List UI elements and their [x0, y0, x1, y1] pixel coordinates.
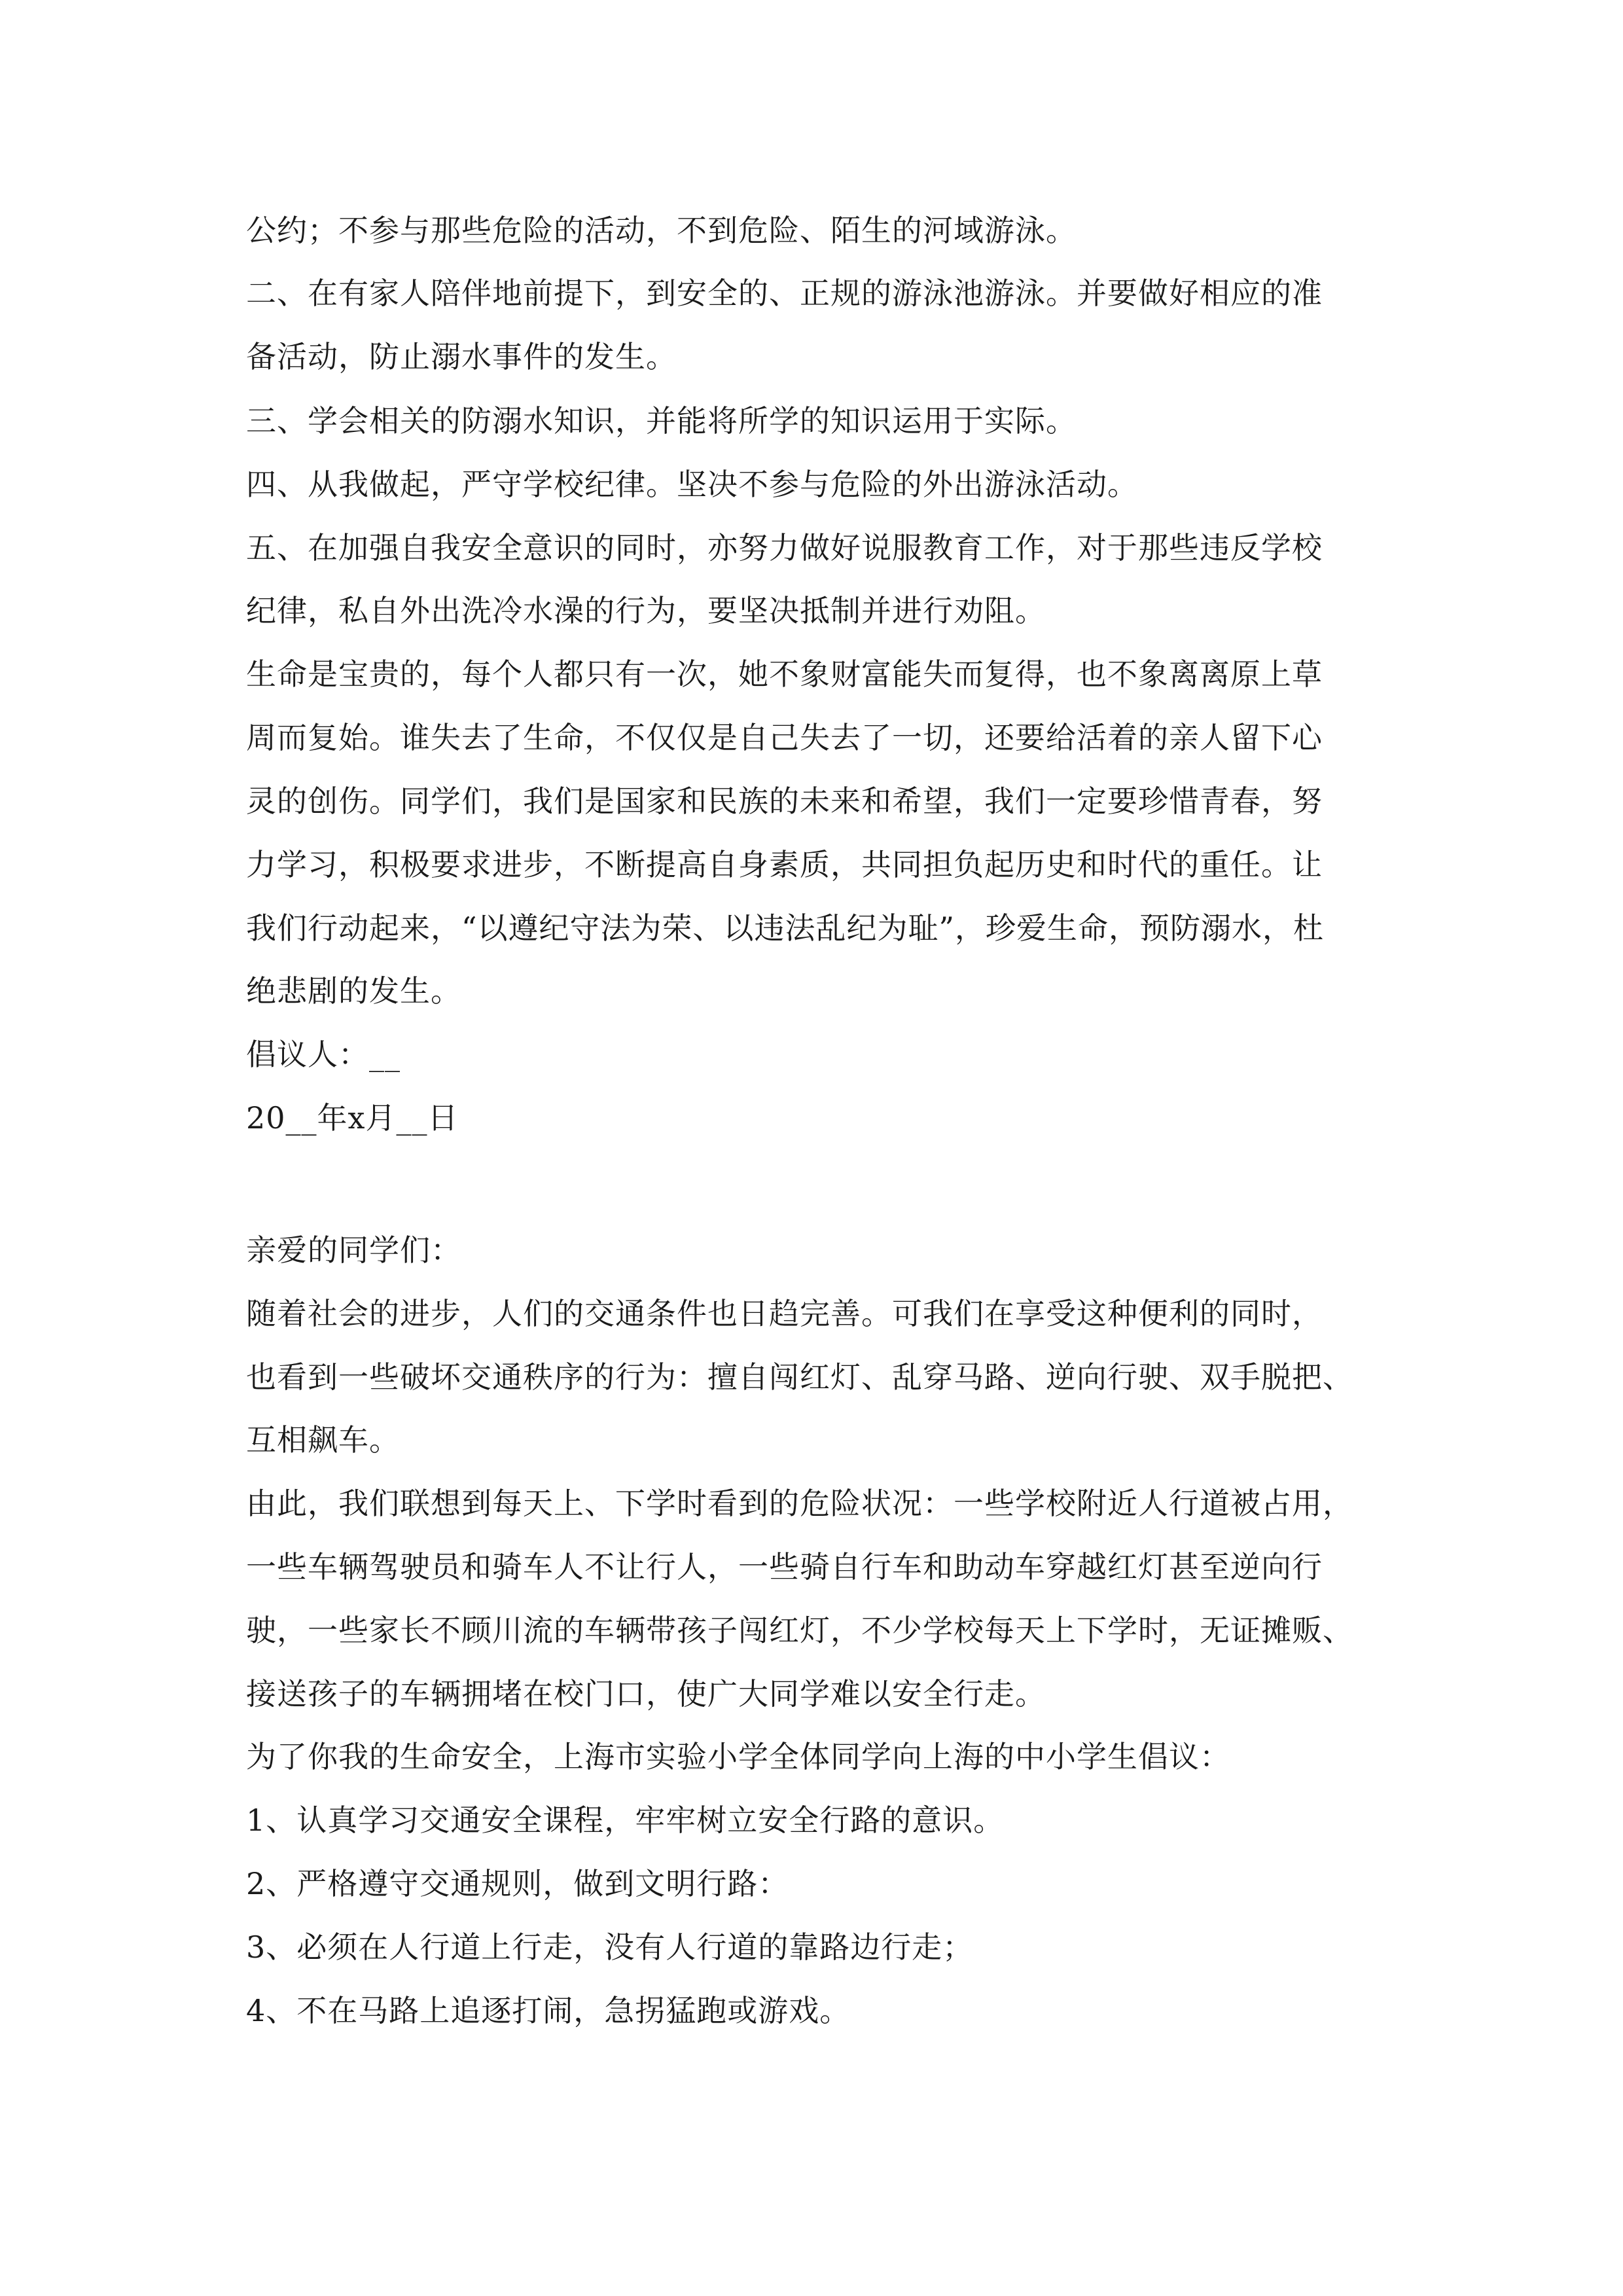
list-item: 3、必须在人行道上行走，没有人行道的靠路边行走；	[246, 1929, 974, 1965]
list-item: 4、不在马路上追逐打闹，急拐猛跑或游戏。	[246, 1993, 851, 2028]
date-line: 20__年x月__日	[246, 1100, 459, 1136]
text-line: 接送孩子的车辆拥堵在校门口，使广大同学难以安全行走。	[246, 1676, 1046, 1712]
text-line: 驶，一些家长不顾川流的车辆带孩子闯红灯，不少学校每天上下学时，无证摊贩、	[246, 1613, 1353, 1648]
text-line: 五、在加强自我安全意识的同时，亦努力做好说服教育工作，对于那些违反学校	[246, 530, 1323, 565]
text-line: 纪律，私自外出洗冷水澡的行为，要坚决抵制并进行劝阻。	[246, 593, 1046, 628]
text-line: 力学习，积极要求进步，不断提高自身素质，共同担负起历史和时代的重任。让	[246, 847, 1323, 882]
greeting: 亲爱的同学们：	[246, 1232, 461, 1268]
text-line: 我们行动起来，“以遵纪守法为荣、以违法乱纪为耻”，珍爱生命，预防溺水，杜	[246, 910, 1325, 946]
text-line: 周而复始。谁失去了生命，不仅仅是自己失去了一切，还要给活着的亲人留下心	[246, 720, 1323, 755]
text-line: 生命是宝贵的，每个人都只有一次，她不象财富能失而复得，也不象离离原上草	[246, 656, 1323, 692]
text-line: 互相飙车。	[246, 1422, 400, 1458]
text-line: 三、学会相关的防溺水知识，并能将所学的知识运用于实际。	[246, 403, 1077, 439]
text-line: 一些车辆驾驶员和骑车人不让行人，一些骑自行车和助动车穿越红灯甚至逆向行	[246, 1549, 1323, 1585]
text-line: 灵的创伤。同学们，我们是国家和民族的未来和希望，我们一定要珍惜青春，努	[246, 783, 1323, 819]
text-line: 由此，我们联想到每天上、下学时看到的危险状况：一些学校附近人行道被占用，	[246, 1486, 1353, 1521]
text-line: 公约；不参与那些危险的活动，不到危险、陌生的河域游泳。	[246, 213, 1077, 248]
text-line: 为了你我的生命安全，上海市实验小学全体同学向上海的中小学生倡议：	[246, 1739, 1230, 1774]
text-line: 随着社会的进步，人们的交通条件也日趋完善。可我们在享受这种便利的同时，	[246, 1296, 1323, 1331]
text-line: 备活动，防止溺水事件的发生。	[246, 339, 677, 374]
list-item: 1、认真学习交通安全课程，牢牢树立安全行路的意识。	[246, 1803, 1005, 1838]
text-line: 绝悲剧的发生。	[246, 973, 461, 1009]
text-line: 也看到一些破坏交通秩序的行为：擅自闯红灯、乱穿马路、逆向行驶、双手脱把、	[246, 1359, 1353, 1395]
signature-label: 倡议人：__	[246, 1037, 401, 1072]
text-line: 四、从我做起，严守学校纪律。坚决不参与危险的外出游泳活动。	[246, 467, 1138, 502]
list-item: 2、严格遵守交通规则，做到文明行路：	[246, 1866, 789, 1901]
text-line: 二、在有家人陪伴地前提下，到安全的、正规的游泳池游泳。并要做好相应的准	[246, 276, 1323, 311]
